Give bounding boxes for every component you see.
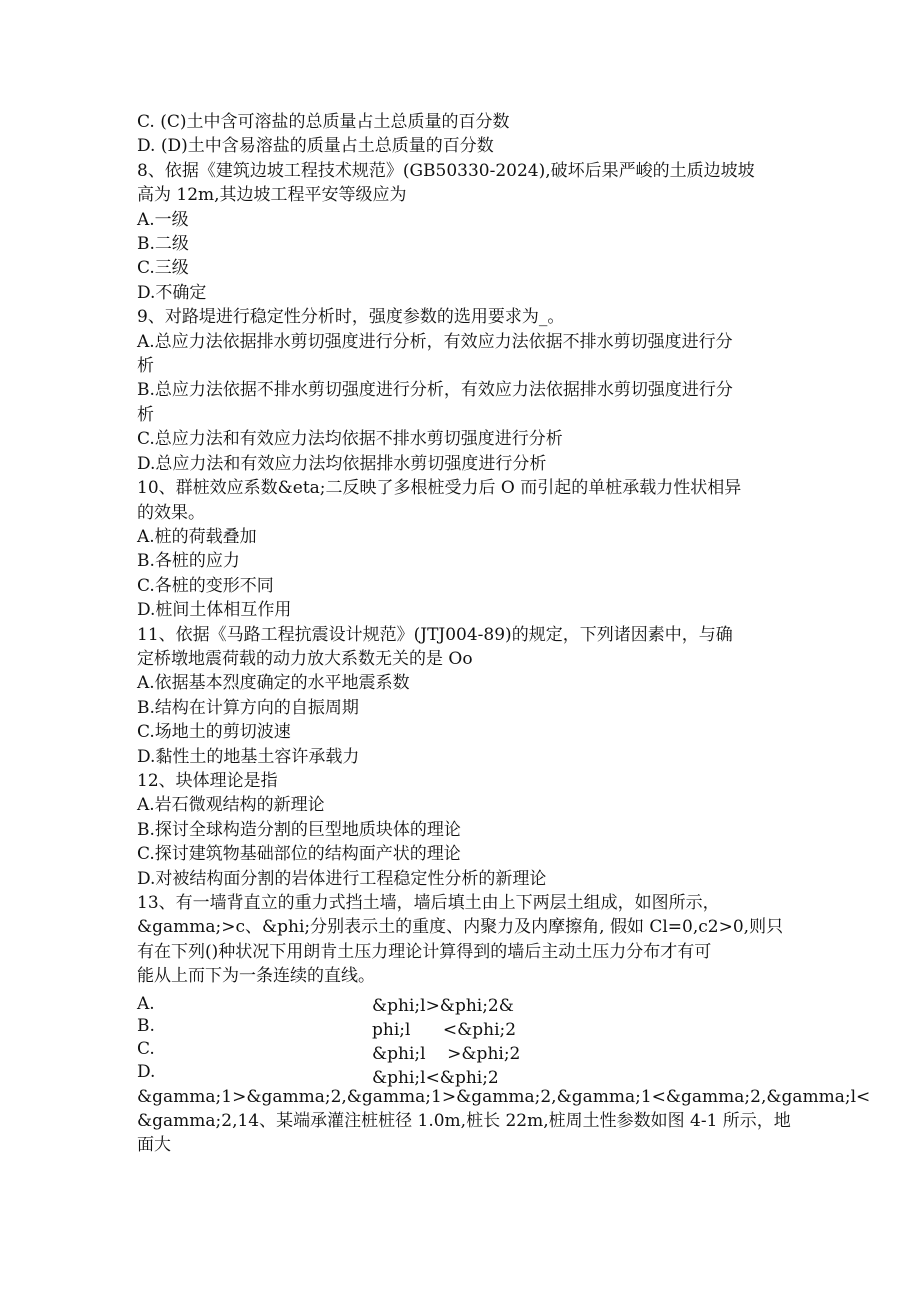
option-line: A.桩的荷载叠加 bbox=[137, 526, 257, 547]
text-line: 析 bbox=[137, 356, 154, 377]
option-line: A.岩石微观结构的新理论 bbox=[137, 795, 325, 816]
text-line: 析 bbox=[137, 404, 154, 425]
option-line: A.依据基本烈度确定的水平地震系数 bbox=[137, 673, 410, 694]
text-line: D. (D)土中含易溶盐的质量占土总质量的百分数 bbox=[137, 136, 494, 157]
text-line: 有在下列()种状况下用朗肯土压力理论计算得到的墙后主动土压力分布才有可 bbox=[137, 941, 712, 962]
option-label: B. bbox=[137, 1015, 155, 1036]
option-line: B.总应力法依据不排水剪切强度进行分析，有效应力法依据排水剪切强度进行分 bbox=[137, 380, 733, 401]
text-line: 能从上而下为一条连续的直线。 bbox=[137, 966, 375, 987]
option-line: C.各桩的变形不同 bbox=[137, 575, 274, 596]
text-line: C. (C)土中含可溶盐的总质量占土总质量的百分数 bbox=[137, 112, 510, 132]
option-line: C.总应力法和有效应力法均依据不排水剪切强度进行分析 bbox=[137, 429, 563, 450]
question-8-line: 8、依据《建筑边坡工程技术规范》(GB50330-2024),破坏后果严峻的土质边坡坡 bbox=[137, 160, 755, 181]
option-label: C. bbox=[137, 1038, 155, 1059]
question-11-line: 11、依据《马路工程抗震设计规范》(JTJ004-89)的规定，下列诸因素中，与确 bbox=[137, 624, 733, 645]
question-14-line: &gamma;2,14、某端承灌注桩桩径 1.0m,桩长 22m,桩周土性参数如图 4-1 所示，地 bbox=[137, 1111, 791, 1132]
option-line: D.桩间土体相互作用 bbox=[137, 600, 292, 621]
option-line: B.各桩的应力 bbox=[137, 551, 240, 572]
option-line: A.一级 bbox=[137, 209, 189, 230]
text-line: 高为 12m,其边坡工程平安等级应为 bbox=[137, 185, 407, 206]
option-line: B.结构在计算方向的自振周期 bbox=[137, 697, 359, 718]
text-line: 的效果。 bbox=[137, 502, 205, 523]
option-line: D.黏性土的地基土容许承载力 bbox=[137, 746, 360, 767]
document-body bbox=[137, 110, 871, 1158]
text-line: 面大 bbox=[137, 1135, 171, 1156]
question-10-line: 10、群桩效应系数&eta;二反映了多根桩受力后 O 而引起的单桩承载力性状相异 bbox=[137, 478, 742, 499]
option-value: phi;l <&phi;2 bbox=[372, 1019, 517, 1040]
option-label: A. bbox=[137, 993, 155, 1014]
option-value: &phi;l >&phi;2 bbox=[372, 1043, 521, 1064]
question-13-options bbox=[137, 989, 787, 1088]
text-line: &gamma;1>&gamma;2,&gamma;1>&gamma;2,&gamma;1<&gamma;2,&gamma;l< bbox=[137, 1086, 871, 1107]
option-line: C.三级 bbox=[137, 258, 189, 279]
option-value: &phi;l>&phi;2& bbox=[372, 995, 514, 1016]
option-line: D.总应力法和有效应力法均依据排水剪切强度进行分析 bbox=[137, 453, 547, 474]
option-label: D. bbox=[137, 1061, 156, 1082]
option-line: C.场地土的剪切波速 bbox=[137, 722, 291, 743]
option-line: C.探讨建筑物基础部位的结构面产状的理论 bbox=[137, 844, 461, 865]
question-13-line: 13、有一墙背直立的重力式挡土墙，墙后填土由上下两层土组成，如图所示， bbox=[137, 893, 720, 913]
option-line: B.探讨全球构造分割的巨型地质块体的理论 bbox=[137, 819, 461, 840]
option-line: A.总应力法依据排水剪切强度进行分析，有效应力法依据不排水剪切强度进行分 bbox=[137, 331, 733, 352]
option-line: D.不确定 bbox=[137, 282, 207, 303]
question-12-line: 12、块体理论是指 bbox=[137, 770, 278, 791]
option-line: D.对被结构面分割的岩体进行工程稳定性分析的新理论 bbox=[137, 868, 547, 889]
question-9-line: 9、对路堤进行稳定性分析时，强度参数的选用要求为_。 bbox=[137, 307, 565, 328]
text-line: 定桥墩地震荷载的动力放大系数无关的是 Oo bbox=[137, 648, 473, 669]
option-line: B.二级 bbox=[137, 234, 189, 255]
option-value: &phi;l<&phi;2 bbox=[372, 1067, 499, 1088]
text-line: &gamma;>c、&phi;分别表示土的重度、内聚力及内摩擦角, 假如 Cl=0,c2>0,则只 bbox=[137, 917, 784, 938]
